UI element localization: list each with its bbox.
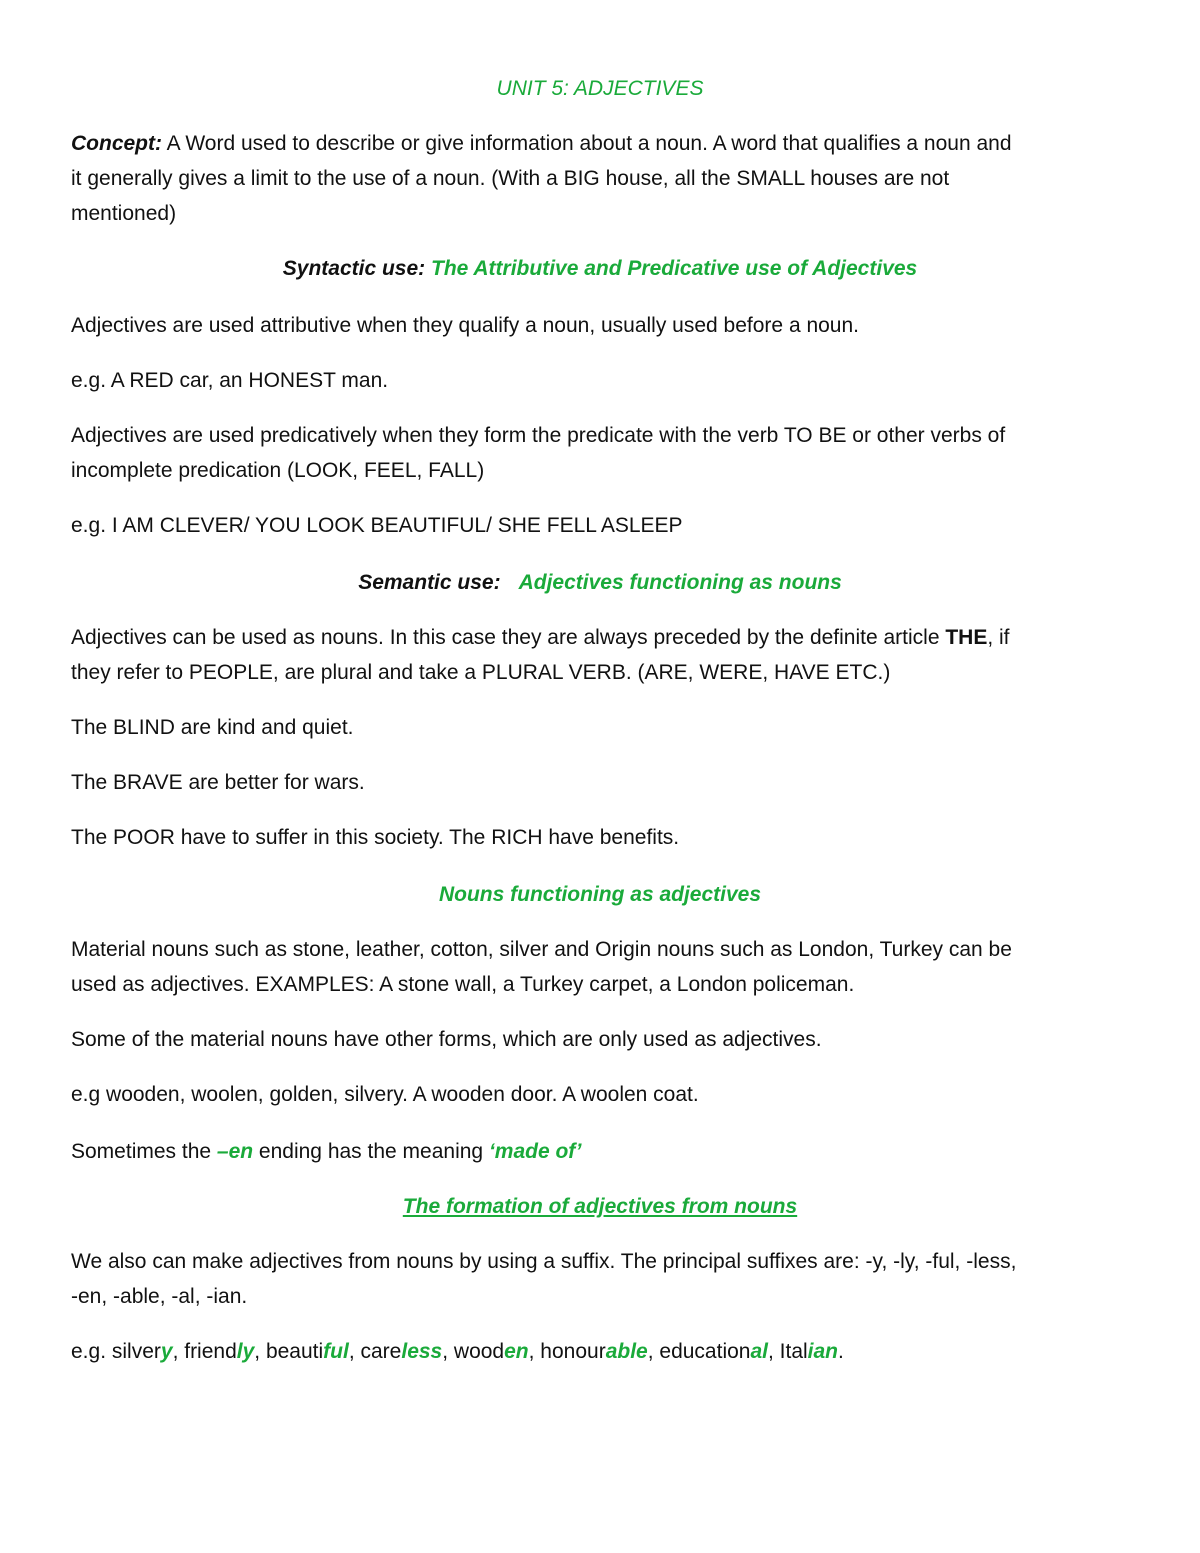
example-separator: , — [348, 1340, 361, 1363]
nouns-line-2: used as adjectives. EXAMPLES: A stone wall, a Turkey carpet, a London policeman. — [71, 973, 855, 996]
example-separator: , — [172, 1340, 185, 1363]
syntactic-heading — [0, 251, 1200, 286]
example-separator: , — [767, 1340, 780, 1363]
syntactic-heading-text: The Attributive and Predicative use of Adjectives — [425, 257, 918, 280]
semantic-line-2: they refer to PEOPLE, are plural and take a PLURAL VERB. (ARE, WERE, HAVE ETC.) — [71, 661, 891, 684]
formation-examples — [71, 1334, 1130, 1369]
example-suffix: y — [160, 1340, 173, 1363]
concept-label: Concept: — [71, 132, 162, 155]
example-stem: beauti — [265, 1340, 324, 1363]
concept-line-1 — [71, 126, 1130, 161]
page-title: UNIT 5: ADJECTIVES — [496, 77, 704, 100]
example-suffix: al — [750, 1340, 768, 1363]
example-stem: care — [360, 1340, 402, 1363]
syntactic-label: Syntactic use: — [282, 257, 426, 280]
semantic-heading-text: Adjectives functioning as nouns — [518, 571, 842, 594]
nouns-line-1: Material nouns such as stone, leather, cotton, silver and Origin nouns such as London, Turkey can be — [71, 938, 1012, 961]
example-separator: , — [528, 1340, 541, 1363]
concept-line-2: it generally gives a limit to the use of a noun. (With a BIG house, all the SMALL houses are not — [71, 167, 950, 190]
example-suffix: less — [401, 1340, 443, 1363]
attributive-example: e.g. A RED car, an HONEST man. — [71, 369, 389, 392]
semantic-example-2: The BRAVE are better for wars. — [71, 771, 365, 794]
concept-text-1: A Word used to describe or give information about a noun. A word that qualifies a noun and — [162, 132, 1012, 155]
example-separator: . — [838, 1340, 844, 1363]
nouns-line-4: e.g wooden, woolen, golden, silvery. A wooden door. A woolen coat. — [71, 1083, 699, 1106]
example-suffix: ful — [323, 1340, 349, 1363]
nouns-line-5-c: ending has the meaning — [253, 1140, 489, 1163]
example-stem: wood — [453, 1340, 505, 1363]
predicative-line-1: Adjectives are used predicatively when they form the predicate with the verb TO BE or other verbs of — [71, 424, 1006, 447]
semantic-line-1-b: THE — [945, 626, 988, 649]
semantic-example-3: The POOR have to suffer in this society. The RICH have benefits. — [71, 826, 680, 849]
semantic-example-1: The BLIND are kind and quiet. — [71, 716, 354, 739]
concept-line-3: mentioned) — [71, 202, 177, 225]
example-suffix: ian — [807, 1340, 839, 1363]
attributive-text: Adjectives are used attributive when they qualify a noun, usually used before a noun. — [71, 314, 860, 337]
example-separator: , — [254, 1340, 266, 1363]
predicative-line-2: incomplete predication (LOOK, FEEL, FALL) — [71, 459, 485, 482]
example-suffix: en — [504, 1340, 529, 1363]
semantic-label: Semantic use: — [358, 571, 501, 594]
predicative-example: e.g. I AM CLEVER/ YOU LOOK BEAUTIFUL/ SHE FELL ASLEEP — [71, 514, 683, 537]
semantic-line-1 — [71, 620, 1130, 655]
nouns-line-5 — [71, 1134, 1130, 1169]
example-separator: , — [442, 1340, 454, 1363]
example-separator: , — [647, 1340, 660, 1363]
formation-line-2: -en, -able, -al, -ian. — [71, 1285, 248, 1308]
example-stem: friend — [184, 1340, 237, 1363]
example-stem: e.g. silver — [71, 1340, 161, 1363]
nouns-as-adjectives-heading: Nouns functioning as adjectives — [438, 883, 762, 906]
semantic-line-1-a: Adjectives can be used as nouns. In this case they are always preceded by the definite article — [71, 626, 946, 649]
nouns-line-5-a: Sometimes the — [71, 1140, 217, 1163]
formation-line-1: We also can make adjectives from nouns by using a suffix. The principal suffixes are: -y, -ly, -ful, -less, — [71, 1250, 1017, 1273]
semantic-line-1-c: , if — [987, 626, 1010, 649]
nouns-line-5-b: –en — [216, 1140, 254, 1163]
nouns-line-3: Some of the material nouns have other forms, which are only used as adjectives. — [71, 1028, 822, 1051]
formation-heading: The formation of adjectives from nouns — [402, 1195, 798, 1218]
semantic-heading — [0, 565, 1200, 600]
example-suffix: able — [605, 1340, 648, 1363]
nouns-line-5-d: ‘made of’ — [488, 1140, 582, 1163]
example-stem: honour — [540, 1340, 606, 1363]
example-suffix: ly — [236, 1340, 255, 1363]
example-stem: education — [659, 1340, 751, 1363]
example-stem: Ital — [779, 1340, 808, 1363]
